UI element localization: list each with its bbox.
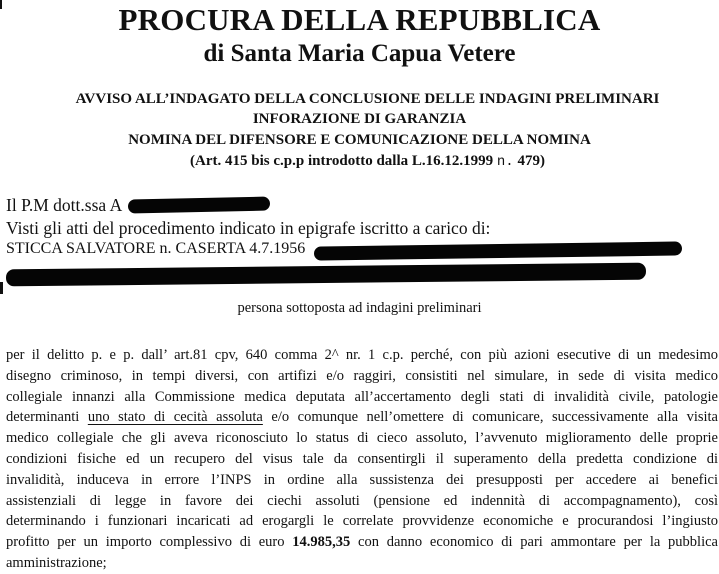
charge-line [6, 532, 718, 553]
charge-line: assistenziali di legge in favore dei ciechi assoluti (pensione ed indennità di accompagnamento), così [6, 492, 718, 509]
charge-paragraph [6, 345, 718, 574]
pm-line: Il P.M dott.ssa A [6, 195, 123, 215]
scan-edge-mark-left [0, 282, 3, 294]
charge-line: determinando i funzionari incaricati ad erogargli le correlate provvidenze economiche e procurandosi l’ingiusto [6, 513, 718, 530]
charge-text: profitto per un importo complessivo di euro [6, 534, 293, 551]
redaction-bar-indagato-address [6, 263, 646, 287]
persona-caption: persona sottoposta ad indagini preliminari [237, 300, 482, 316]
underlined-phrase: uno stato di cecità assoluta [87, 409, 263, 426]
office-title: PROCURA DELLA REPUBBLICA [118, 2, 601, 37]
notice-heading-4 [8, 153, 719, 170]
redaction-bar-pm-name [128, 197, 270, 214]
indagato-line: STICCA SALVATORE n. CASERTA 4.7.1956 [6, 240, 306, 257]
redaction-bar-indagato-details [314, 241, 682, 260]
notice-heading-3: NOMINA DEL DIFENSORE E COMUNICAZIONE DELLA NOMINA [128, 132, 591, 148]
charge-line: medico collegiale che gli aveva riconosciuto lo status di cieco assoluto, l’avvenuto miglioramento delle proprie [6, 430, 718, 447]
office-city: di Santa Maria Capua Vetere [203, 40, 516, 67]
charge-line: collegiale innanzi alla Commissione medica deputata all’accertamento degli stati di invalidità civile, patologie [6, 388, 718, 405]
charge-line: disegno criminoso, in tempi diversi, con artifizi e/o raggiri, consistiti nel simulare, in sede di visita medico [6, 367, 718, 384]
visti-line: Visti gli atti del procedimento indicato in epigrafe iscritto a carico di: [6, 218, 491, 238]
notice-heading-1: AVVISO ALL’INDAGATO DELLA CONCLUSIONE DELLE INDAGINI PRELIMINARI [75, 91, 660, 107]
profit-amount: 14.985,35 [292, 534, 351, 551]
charge-line [6, 407, 718, 428]
charge-line: invalidità, induceva in errore l’INPS in ordine alla sussistenza dei presupposti per accedere ai benefici [6, 471, 718, 488]
charge-text: determinanti [6, 409, 88, 426]
article-reference-number-mark: n. [496, 154, 514, 170]
charge-text: e/o comunque nell’omettere di comunicare, successivamente alla visita [262, 409, 718, 426]
charge-line: per il delitto p. e p. dall’ art.81 cpv, 640 comma 2^ nr. 1 c.p. perché, con più azioni esecutive di un medesimo [6, 347, 718, 363]
article-reference: (Art. 415 bis c.p.p introdotto dalla L.16.12.1999 [190, 153, 497, 169]
notice-heading-2: INFORAZIONE DI GARANZIA [252, 111, 467, 127]
charge-line: condizioni fisiche ed un recupero del visus tale da consentirgli il superamento della predetta condizione di [6, 450, 718, 467]
charge-line: amministrazione; [6, 554, 107, 571]
charge-text: con danno economico di pari ammontare per la pubblica [350, 534, 718, 551]
article-reference-close: 479) [513, 153, 545, 169]
